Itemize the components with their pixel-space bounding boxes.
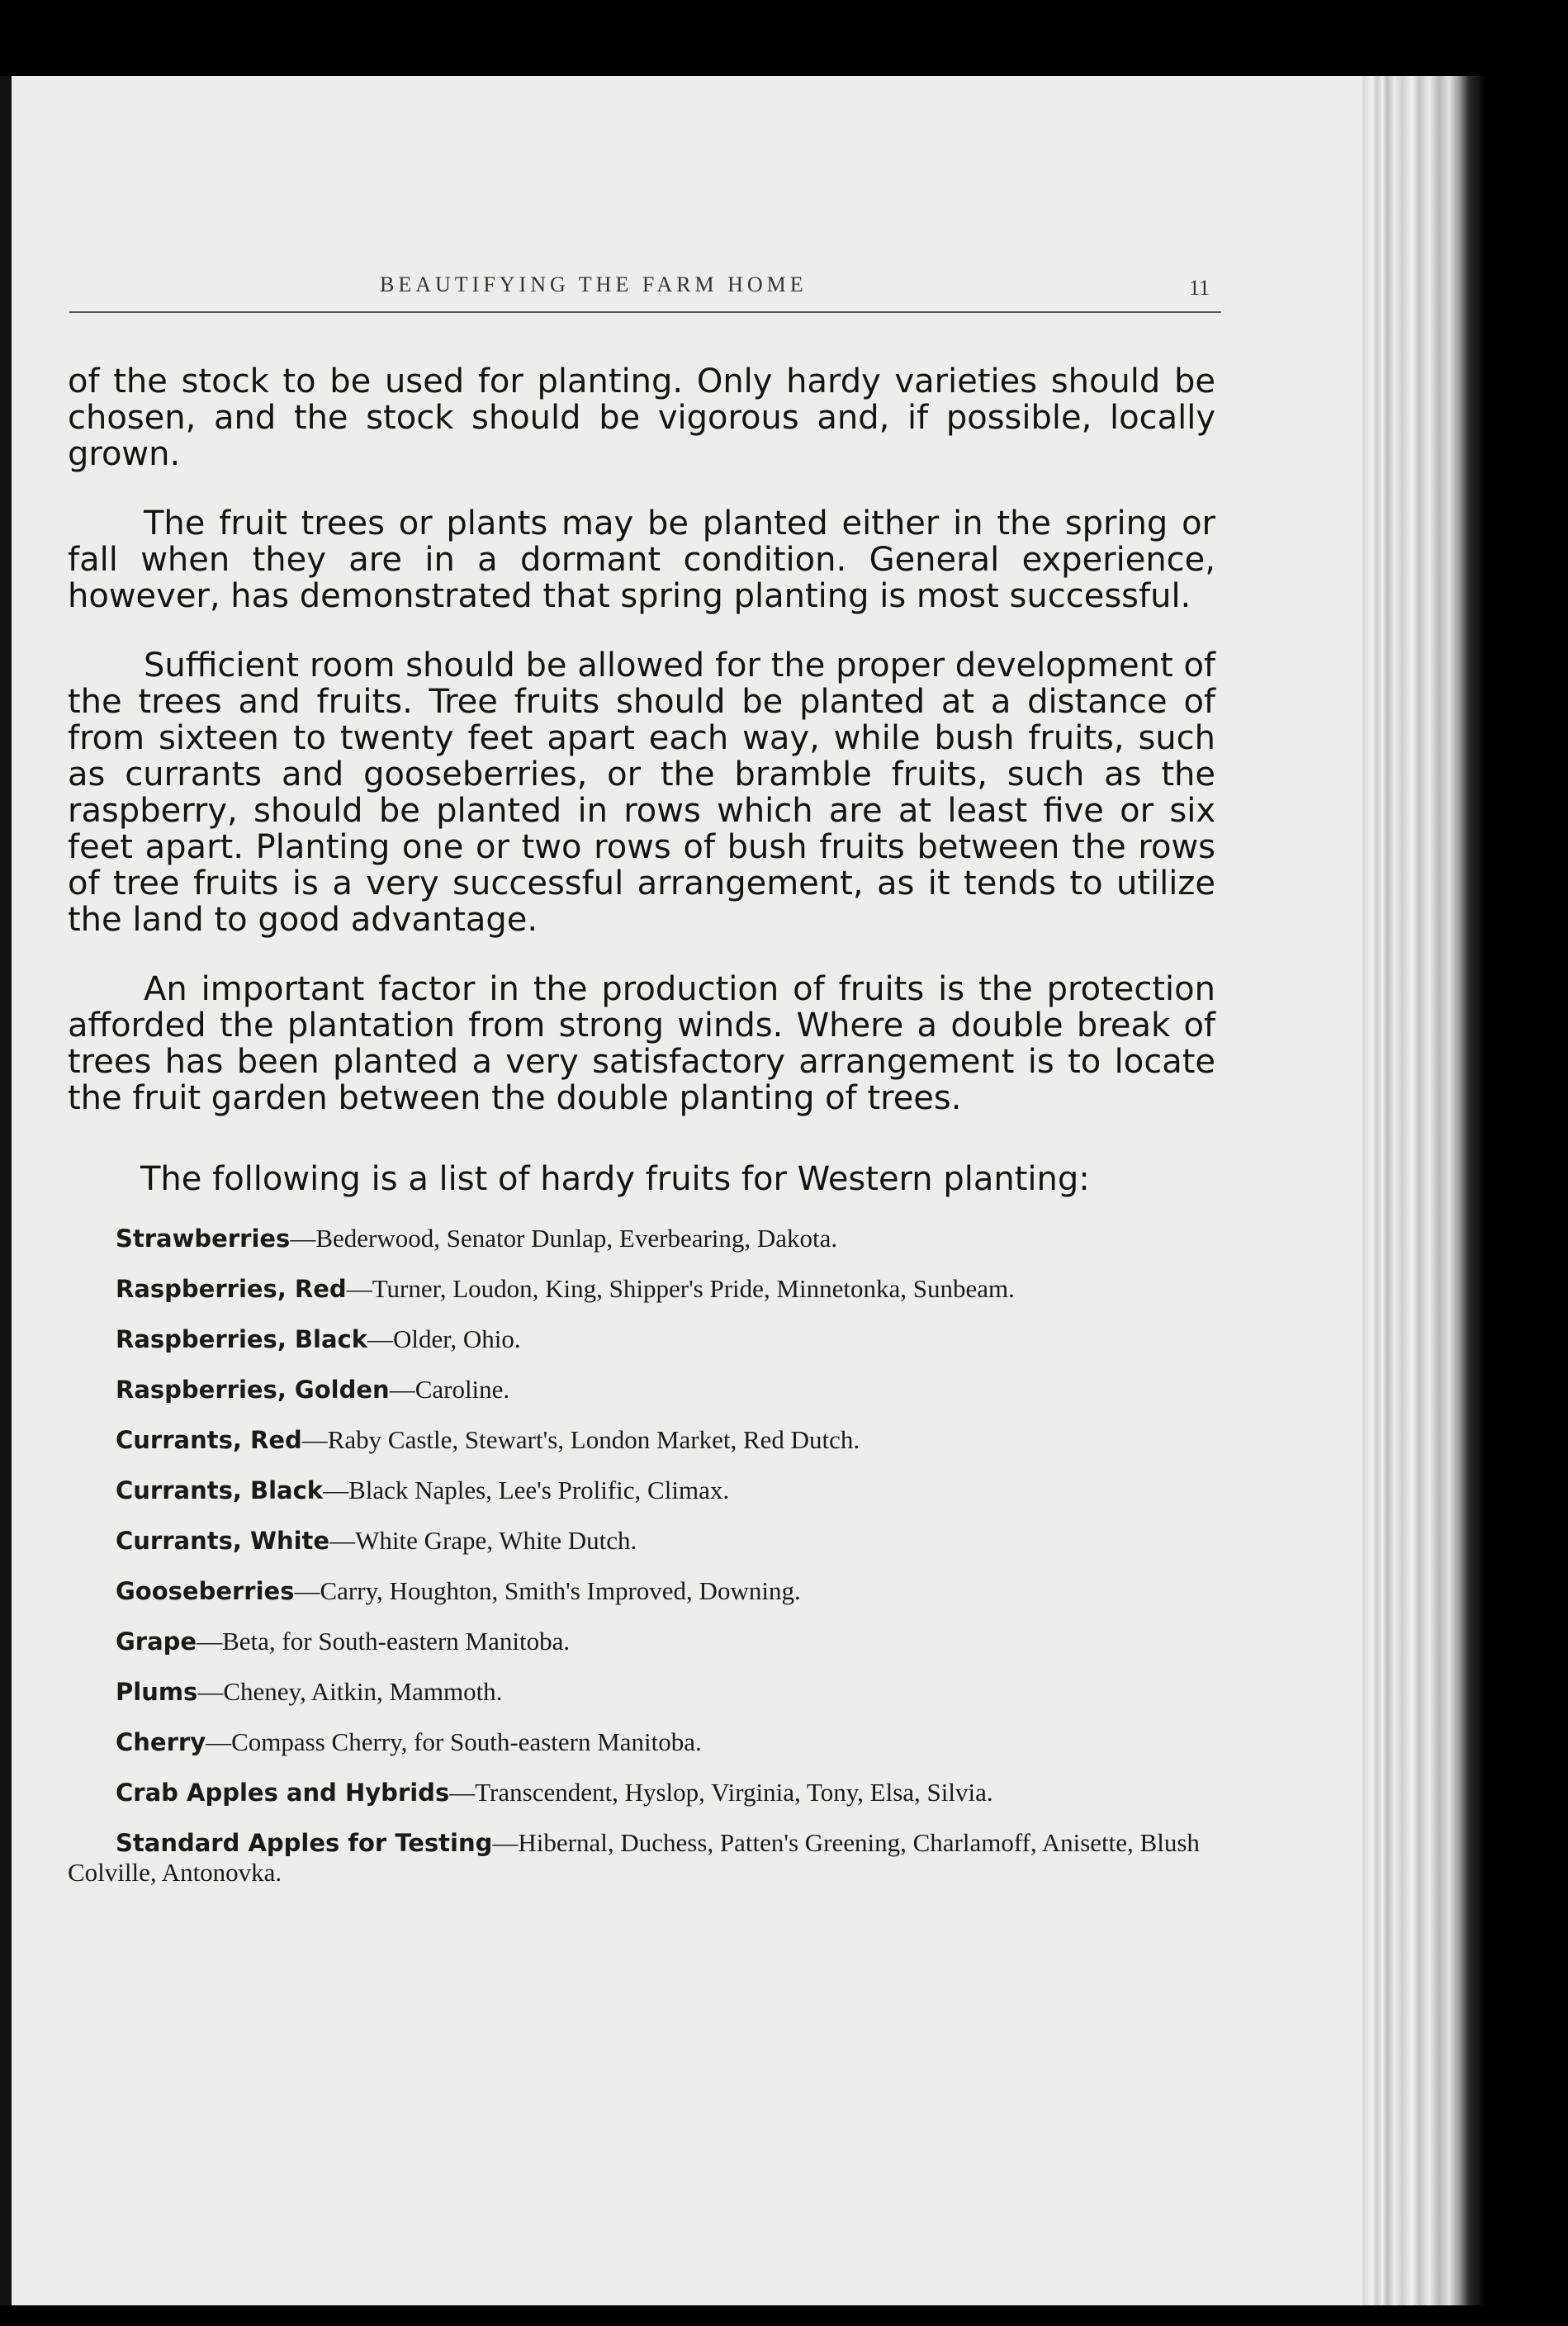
page-number: 11: [1189, 276, 1210, 300]
paragraph-3: Sufficient room should be allowed for the proper development of the trees and fruits. Tree fruits should be planted at a distance of from sixteen to twenty feet apart each way, while bush fruits, such as currants and gooseberries, or the bramble fruits, such as the raspberry, should be planted in rows which are at least five or six feet apart. Planting one or two rows of bush fruits between the rows of tree fruits is a very successful arrangement, as it tends to utilize the land to good advantage.: [68, 647, 1215, 939]
separator: —: [492, 1828, 519, 1857]
list-intro: The following is a list of hardy fruits for Western planting:: [140, 1160, 1090, 1198]
fruit-name: Currants, Black: [116, 1476, 324, 1504]
separator: —: [323, 1476, 349, 1504]
list-item: [68, 1224, 1215, 1253]
fruit-name: Currants, White: [116, 1527, 330, 1555]
list-item: [68, 1274, 1215, 1304]
list-item: [68, 1526, 1215, 1556]
fruit-name: Currants, Red: [116, 1426, 302, 1454]
fruit-varieties: White Grape, White Dutch.: [355, 1526, 637, 1555]
separator: —: [449, 1778, 476, 1807]
separator: —: [290, 1224, 316, 1253]
scan-left-edge: [0, 76, 12, 2305]
separator: —: [294, 1576, 320, 1605]
list-item: [68, 1425, 1215, 1455]
list-item: [68, 1576, 1215, 1606]
running-title: BEAUTIFYING THE FARM HOME: [380, 272, 808, 296]
list-item: [68, 1778, 1215, 1807]
list-item: [68, 1677, 1215, 1707]
fruit-name: Plums: [116, 1678, 198, 1706]
fruit-varieties: Cheney, Aitkin, Mammoth.: [223, 1677, 503, 1706]
separator: —: [346, 1274, 372, 1303]
page-body: [68, 363, 1215, 1908]
separator: —: [329, 1526, 356, 1555]
fruit-varieties: Caroline.: [415, 1375, 510, 1404]
list-item: [68, 1324, 1215, 1354]
fruit-varieties: Turner, Loudon, King, Shipper's Pride, Minnetonka, Sunbeam.: [372, 1274, 1015, 1303]
fruit-varieties: Black Naples, Lee's Prolific, Climax.: [348, 1476, 730, 1504]
list-item: [68, 1828, 1215, 1888]
fruit-name: Grape: [116, 1627, 197, 1656]
list-item: [68, 1627, 1215, 1656]
fruit-varieties: Raby Castle, Stewart's, London Market, Red Dutch.: [327, 1425, 860, 1454]
paragraph-4: An important factor in the production of fruits is the protection afforded the plantation from strong winds. Where a double break of trees has been planted a very satisfactory arrangement is to locate the fruit garden between the double planting of trees.: [68, 970, 1215, 1117]
fruit-name: Cherry: [116, 1728, 206, 1756]
list-item: [68, 1476, 1215, 1505]
list-item: [68, 1727, 1215, 1757]
fruit-name: Raspberries, Red: [116, 1275, 347, 1303]
fruit-name: Standard Apples for Testing: [116, 1829, 493, 1857]
separator: —: [389, 1375, 415, 1404]
fruit-varieties: Older, Ohio.: [393, 1324, 521, 1353]
fruit-varieties: Compass Cherry, for South-eastern Manitoba.: [231, 1727, 702, 1756]
separator: —: [367, 1324, 394, 1353]
fruit-name: Raspberries, Golden: [116, 1376, 390, 1404]
paragraph-1: of the stock to be used for planting. Only hardy varieties should be chosen, and the stock should be vigorous and, if possible, locally grown.: [68, 362, 1215, 473]
fruit-name: Strawberries: [116, 1225, 291, 1253]
fruit-name: Raspberries, Black: [116, 1325, 368, 1353]
fruit-varieties: Beta, for South-eastern Manitoba.: [222, 1627, 571, 1656]
paragraph-2: The fruit trees or plants may be planted either in the spring or fall when they are in a dormant condition. General experience, however, has demonstrated that spring planting is most successful.: [68, 505, 1215, 615]
separator: —: [206, 1727, 232, 1756]
fruit-list: [68, 1224, 1215, 1888]
separator: —: [197, 1627, 223, 1656]
fruit-varieties: Hibernal, Duchess, Patten's Greening, Charlamoff, Anisette, Blush Colville, Antonovka.: [68, 1828, 1200, 1887]
book-page-edges: [1362, 76, 1486, 2305]
list-item: [68, 1375, 1215, 1405]
fruit-varieties: Bederwood, Senator Dunlap, Everbearing, Dakota.: [315, 1224, 838, 1253]
fruit-varieties: Carry, Houghton, Smith's Improved, Downing.: [320, 1576, 801, 1605]
separator: —: [197, 1677, 224, 1706]
fruit-varieties: Transcendent, Hyslop, Virginia, Tony, Elsa, Silvia.: [475, 1778, 993, 1807]
fruit-name: Crab Apples and Hybrids: [116, 1779, 450, 1807]
separator: —: [301, 1425, 328, 1454]
fruit-name: Gooseberries: [116, 1577, 295, 1605]
header-rule: [69, 311, 1221, 313]
